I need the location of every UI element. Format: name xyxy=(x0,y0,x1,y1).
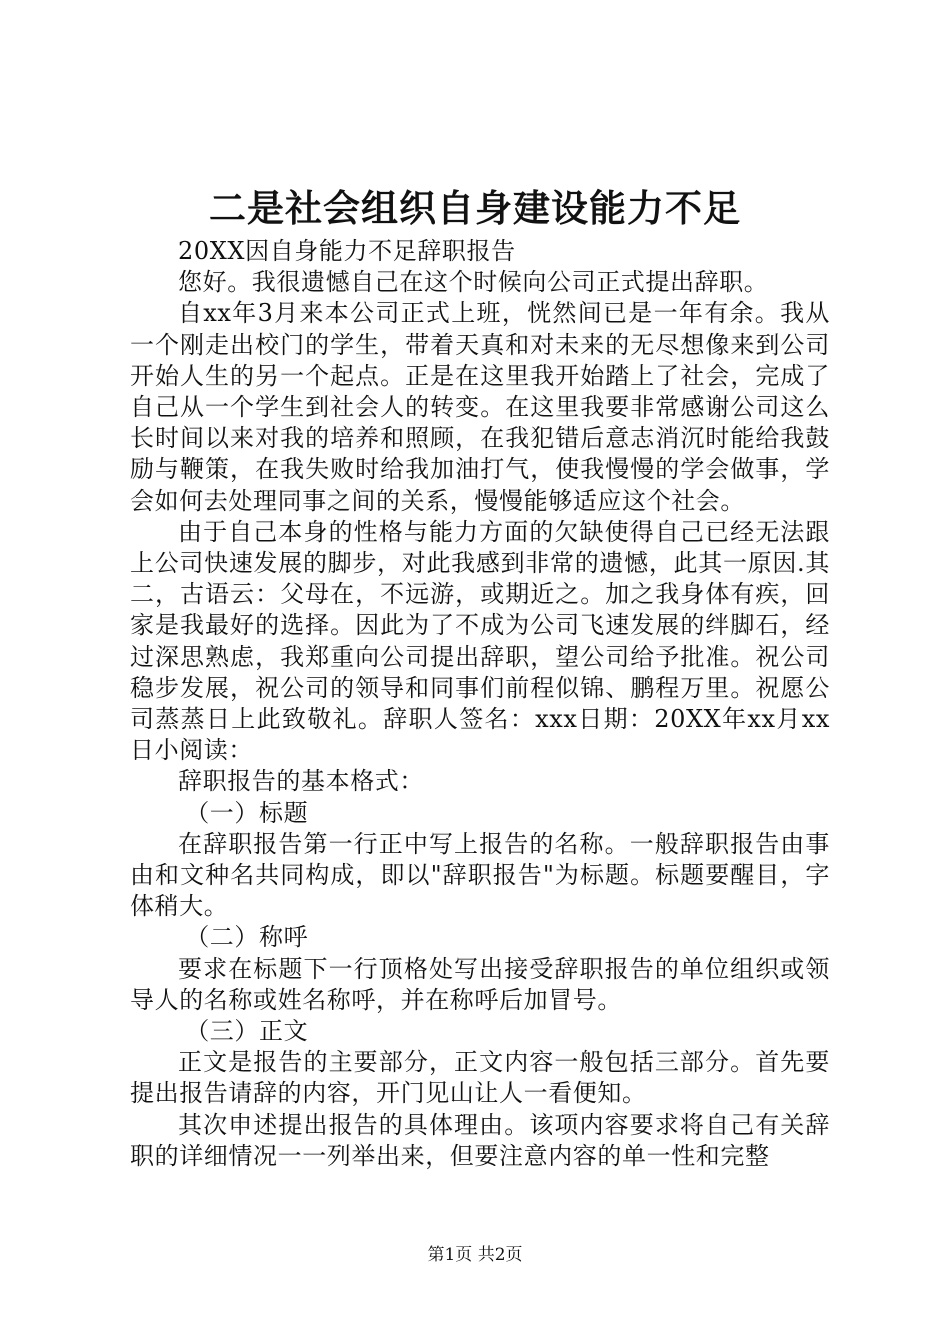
section-heading: （二）称呼 xyxy=(185,923,309,952)
body-paragraph: 要求在标题下一行顶格处写出接受辞职报告的单位组织或领导人的名称或姓名称呼，并在称呼后加冒号。 xyxy=(130,954,830,1014)
section-heading: 辞职报告的基本格式： xyxy=(178,767,424,796)
page-title: 二是社会组织自身建设能力不足 xyxy=(209,186,741,230)
body-paragraph: 由于自己本身的性格与能力方面的欠缺使得自己已经无法跟上公司快速发展的脚步，对此我感到非常的遗憾，此其一原因.其二，古语云：父母在，不远游，或期近之。加之我身体有疾，回家是我最好的选择。因此为了不成为公司飞速发展的绊脚石，经过深思熟虑，我郑重向公司提出辞职，望公司给予批准。祝公司稳步发展，祝公司的领导和同事们前程似锦、鹏程万里。祝愿公司蒸蒸日上此致敬礼。辞职人签名：xxx日期：20XX年xx月xx日小阅读： xyxy=(130,517,830,765)
document-body xyxy=(130,236,830,1172)
body-paragraph: 正文是报告的主要部分，正文内容一般包括三部分。首先要提出报告请辞的内容，开门见山让人一看便知。 xyxy=(130,1048,830,1108)
section-heading: （三）正文 xyxy=(185,1017,309,1046)
body-paragraph: 20XX因自身能力不足辞职报告 xyxy=(178,237,516,265)
body-paragraph: 自xx年3月来本公司正式上班，恍然间已是一年有余。我从一个刚走出校门的学生，带着天真和对未来的无尽想像来到公司开始人生的另一个起点。正是在这里我开始踏上了社会，完成了自己从一个学生到社会人的转变。在这里我要非常感谢公司这么长时间以来对我的培养和照顾，在我犯错后意志消沉时能给我鼓励与鞭策，在我失败时给我加油打气，使我慢慢的学会做事，学会如何去处理同事之间的关系，慢慢能够适应这个社会。 xyxy=(130,299,830,515)
section-heading: （一）标题 xyxy=(185,798,309,827)
page-footer: 第1页 共2页 xyxy=(427,1245,523,1265)
body-paragraph: 其次申述提出报告的具体理由。该项内容要求将自己有关辞职的详细情况一一列举出来，但要注意内容的单一性和完整 xyxy=(130,1110,830,1170)
body-paragraph: 您好。我很遗憾自己在这个时候向公司正式提出辞职。 xyxy=(178,268,769,297)
body-paragraph: 在辞职报告第一行正中写上报告的名称。一般辞职报告由事由和文种名共同构成，即以"辞职报告"为标题。标题要醒目，字体稍大。 xyxy=(130,829,830,921)
